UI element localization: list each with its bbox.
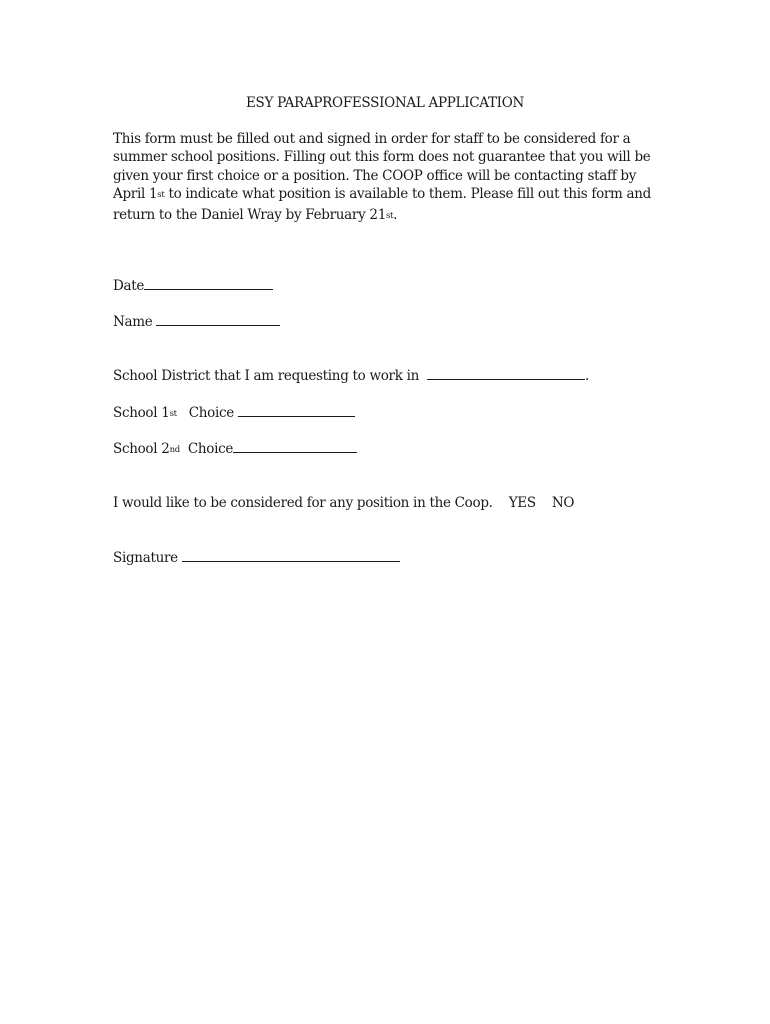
intro-line: summer school positions. Filling out this form does not guarantee that you will be (113, 149, 651, 166)
name-field[interactable] (156, 313, 280, 326)
intro-text: . (393, 206, 398, 223)
coop-question-row (113, 495, 574, 511)
date-label: Date (113, 278, 145, 294)
signature-row (113, 549, 400, 566)
ordinal-suffix: nd (169, 445, 180, 455)
no-option[interactable]: NO (551, 495, 575, 511)
school2-label: School 2 (113, 441, 170, 457)
district-end-period: . (584, 368, 589, 384)
school1-label: School 1 (113, 405, 170, 421)
school-first-choice-row (113, 404, 355, 421)
yes-option[interactable]: YES (508, 495, 536, 511)
signature-label: Signature (113, 550, 182, 566)
district-row (113, 367, 589, 384)
intro-line: This form must be filled out and signed in order for staff to be considered for a (113, 131, 631, 147)
form-title: ESY PARAPROFESSIONAL APPLICATION (245, 95, 524, 111)
name-label: Name (113, 314, 157, 330)
intro-line: given your first choice or a position. The COOP office will be contacting staff by (113, 167, 637, 184)
district-label: School District that I am requesting to work in (113, 368, 423, 384)
ordinal-suffix: st (157, 190, 165, 201)
ordinal-suffix: st (169, 409, 177, 419)
school-first-choice-field[interactable] (238, 404, 355, 417)
name-row (113, 313, 280, 330)
signature-field[interactable] (182, 549, 400, 562)
intro-text: return to the Daniel Wray by February 21 (113, 206, 386, 223)
coop-question: I would like to be considered for any position in the Coop. (113, 495, 493, 511)
school1-choice-label: Choice (176, 405, 238, 421)
district-field[interactable] (427, 367, 585, 380)
date-field[interactable] (144, 277, 273, 290)
school2-choice-label: Choice (179, 441, 234, 457)
intro-line (113, 185, 653, 205)
school-second-choice-field[interactable] (233, 440, 357, 453)
intro-text: April 1 (113, 186, 158, 203)
intro-text: to indicate what position is available to them. Please fill out this form and (164, 186, 652, 203)
ordinal-suffix: st (385, 210, 394, 221)
intro-paragraph (113, 130, 653, 226)
date-row (113, 277, 273, 294)
intro-line (113, 206, 653, 226)
school-second-choice-row (113, 440, 357, 457)
